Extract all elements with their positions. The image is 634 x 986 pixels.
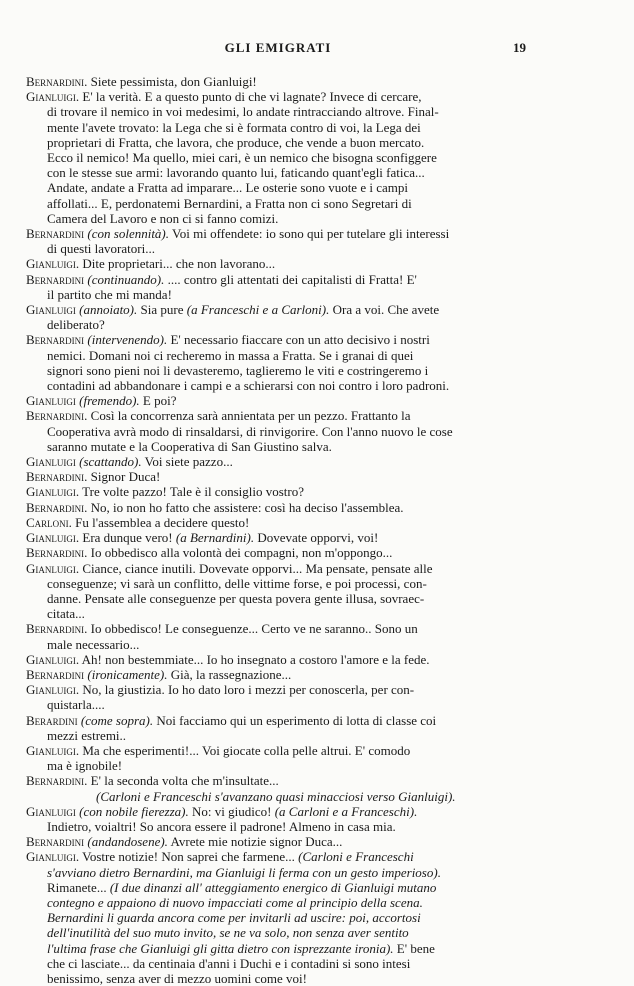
speech-text: Dovevate opporvi, voi!: [257, 530, 379, 546]
stage-direction-inline: (I due dinanzi all' atteggiamento energico di Gianluigi mutano: [109, 879, 437, 895]
speech-text: Così la concorrenza sarà annientata per un pezzo. Frattanto la: [90, 408, 411, 424]
speech-text: E poi?: [142, 393, 177, 409]
speech-continuation: citata...: [47, 606, 85, 622]
speech-line: [26, 530, 534, 545]
speaker-name: Gianluigi: [26, 454, 76, 470]
speech-line: [26, 773, 534, 788]
speech-line: [26, 408, 534, 454]
page-number: 19: [513, 40, 526, 55]
speech-line: [26, 332, 534, 393]
speaker-name: Bernardini: [26, 666, 85, 682]
speaker-name: Bernardini.: [26, 499, 88, 515]
speech-line: [26, 302, 534, 332]
speech-text: Ma che esperimenti!... Voi giocate colla pelle altrui. E' comodo: [82, 742, 411, 758]
speech-text: Ora a voi. Che avete: [332, 302, 440, 318]
speech-text: Ciance, ciance inutili. Dovevate opporvi... Ma pensate, pensate alle: [82, 560, 433, 576]
speech-text: Era dunque vero!: [82, 530, 173, 546]
stage-direction-inline: (scattando).: [79, 454, 142, 470]
speaker-name: Bernardini: [26, 332, 85, 348]
speech-continuation: [26, 971, 534, 986]
stage-direction-inline: (fremendo).: [79, 393, 140, 409]
speech-continuation: [26, 895, 534, 910]
speech-continuation: affollati... E, perdonatemi Bernardini, a Fratta non ci sono Segretari di: [47, 195, 412, 211]
speech-text: Vostre notizie! Non saprei che farmene...: [82, 849, 295, 865]
speech-text: Fu l'assemblea a decidere questo!: [75, 514, 250, 530]
speaker-name: Gianluigi.: [26, 651, 80, 667]
speech-continuation: [26, 925, 534, 940]
speech-text: Voi mi offendete: io sono qui per tutelare gli interessi: [172, 226, 450, 242]
speaker-name: Gianluigi.: [26, 89, 80, 105]
speech-text: Siete pessimista, don Gianluigi!: [90, 74, 257, 89]
speech-continuation: mezzi estremi..: [47, 727, 127, 743]
speech-text: E' necessario fiaccare con un atto decisivo i nostri: [170, 332, 430, 348]
speaker-name: Bernardini: [26, 271, 85, 287]
speaker-name: Gianluigi.: [26, 560, 80, 576]
speech-text: Dite proprietari... che non lavorano...: [82, 256, 276, 272]
speaker-name: Bernardini: [26, 834, 85, 850]
speaker-name: Bernardini.: [26, 469, 88, 485]
speech-continuation: saranno mutate e la Cooperativa di San Giustino salva.: [47, 438, 332, 454]
speech-line: [26, 652, 534, 667]
stage-direction-inline: (come sopra).: [80, 712, 154, 728]
speech-line: [26, 804, 534, 834]
speaker-name: Bernardini.: [26, 621, 88, 637]
speech-line: [26, 256, 534, 271]
speaker-name: Gianluigi.: [26, 849, 80, 865]
speech-continuation: nemici. Domani noi ci recheremo in massa a Fratta. Se i granai di quei: [47, 347, 414, 363]
speaker-name: Gianluigi.: [26, 682, 80, 698]
speech-text: E' la verità. E a questo punto di che vi lagnate? Invece di cercare,: [82, 89, 422, 105]
speech-continuation: il partito che mi manda!: [47, 286, 172, 302]
speech-text: benissimo, senza aver di mezzo uomini come voi!: [47, 970, 307, 986]
speech-line: [26, 834, 534, 849]
speech-line: [26, 621, 534, 651]
stage-direction-inline: (con nobile fierezza).: [79, 803, 189, 819]
speech-continuation: male necessario...: [47, 636, 140, 652]
speech-continuation: Camera del Lavoro e non ci si fanno comizi.: [47, 210, 279, 226]
speech-continuation: di trovare il nemico in voi medesimi, lo andate rintracciando altrove. Final-: [47, 104, 439, 120]
stage-direction-inline: (con solennità).: [87, 226, 170, 242]
stage-direction-inline: dell'inutilità del suo muto invito, se ne va solo, non senza aver sentito: [47, 925, 409, 941]
speech-line: [26, 74, 534, 89]
stage-direction-inline: (a Franceschi e a Carloni).: [186, 302, 330, 318]
speech-continuation: [26, 941, 534, 956]
speech-continuation: Andate, andate a Fratta ad imparare... Le osterie sono vuote e i campi: [47, 180, 408, 196]
speech-line: [26, 454, 534, 469]
speech-continuation: [26, 910, 534, 925]
speech-text: E' la seconda volta che m'insultate...: [90, 773, 279, 789]
speech-continuation: [26, 956, 534, 971]
speech-continuation: signori sono pieni noi li devasteremo, taglieremo le viti e costringeremo i: [47, 362, 429, 378]
speech-continuation: contadini ad abbandonare i campi e a schierarsi con noi contro i loro padroni.: [47, 378, 450, 394]
speaker-name: Gianluigi.: [26, 256, 80, 272]
speech-text: Sia pure: [140, 302, 184, 318]
speech-continuation: conseguenze; vi sarà un conflitto, delle vittime forse, e poi processi, con-: [47, 575, 427, 591]
stage-direction-inline: s'avviano dietro Bernardini, ma Gianluigi li ferma con un gesto imperioso).: [47, 864, 441, 880]
speech-line: [26, 272, 534, 302]
speech-line: [26, 484, 534, 499]
speaker-name: Berardini: [26, 712, 78, 728]
speech-continuation: danne. Pensate alle conseguenze per questa povera gente illusa, sovraec-: [47, 590, 425, 606]
running-title: GLI EMIGRATI: [224, 40, 332, 55]
stage-direction-inline: (Carloni e Franceschi: [298, 849, 414, 865]
speech-continuation: con le stesse sue armi: lavorando quanto lui, faticando quant'egli fatica...: [47, 165, 425, 181]
speech-continuation: Indietro, voialtri! So ancora essere il padrone! Almeno in casa mia.: [47, 818, 396, 834]
speech-text: Voi siete pazzo...: [144, 454, 233, 470]
speech-text: Rimanete...: [47, 879, 110, 895]
stage-direction-inline: (annoiato).: [79, 302, 138, 318]
speaker-name: Gianluigi.: [26, 530, 80, 546]
speaker-name: Bernardini.: [26, 773, 88, 789]
speech-text: No, io non ho fatto che assistere: così ha deciso l'assemblea.: [90, 499, 404, 515]
speech-continuation: Ecco il nemico! Ma quello, miei cari, è un nemico che bisogna sconfiggere: [47, 150, 437, 166]
speaker-name: Gianluigi: [26, 302, 76, 318]
speech-continuation: mente l'avete trovato: la Lega che si è formata contro di voi, la Lega dei: [47, 119, 421, 135]
stage-direction-inline: (andandosene).: [87, 834, 168, 850]
speech-text: Ah! non bestemmiate... Io ho insegnato a costoro l'amore e la fede.: [81, 651, 430, 667]
speech-continuation: proprietari di Fratta, che lavora, che produce, che vende a buon mercato.: [47, 134, 425, 150]
speech-text: Signor Duca!: [90, 469, 161, 485]
speech-text: No: vi giudico!: [192, 803, 272, 819]
speaker-name: Gianluigi.: [26, 742, 80, 758]
speech-line: [26, 682, 534, 712]
speech-continuation: ma è ignobile!: [47, 758, 123, 774]
speaker-name: Gianluigi: [26, 803, 76, 819]
stage-direction-inline: (a Carloni e a Franceschi).: [274, 803, 418, 819]
speech-continuation: [26, 880, 534, 895]
speech-line: [26, 469, 534, 484]
speech-line: [26, 561, 534, 622]
speech-line: [26, 743, 534, 773]
speech-text: Tre volte pazzo! Tale è il consiglio vostro?: [82, 484, 304, 500]
speech-text: No, la giustizia. Io ho dato loro i mezzi per conoscerla, per con-: [82, 682, 415, 698]
speech-continuation: quistarla....: [47, 697, 105, 713]
speech-line: [26, 500, 534, 515]
stage-direction-inline: (a Bernardini).: [175, 530, 255, 546]
speech-continuation: Cooperativa avrà modo di rinsaldarsi, di rinvigorire. Con l'anno nuovo le cose: [47, 423, 453, 439]
speaker-name: Bernardini.: [26, 408, 88, 424]
speech-continuation: [26, 865, 534, 880]
play-text: [26, 74, 534, 986]
speech-line: [26, 545, 534, 560]
speaker-name: Carloni.: [26, 514, 72, 530]
speech-text: che ci lasciate... da centinaia d'anni i Duchi e i contadini si sono intesi: [47, 955, 411, 971]
stage-direction: (Carloni e Franceschi s'avanzano quasi minacciosi verso Gianluigi).: [96, 788, 456, 804]
speech-line: [26, 393, 534, 408]
stage-direction-inline: (continuando).: [87, 271, 165, 287]
speech-line: [26, 713, 534, 743]
speaker-name: Bernardini.: [26, 545, 88, 561]
speech-line: [26, 849, 534, 986]
speech-line: [26, 667, 534, 682]
speech-line: [26, 226, 534, 256]
speech-text: Io obbedisco alla volontà dei compagni, non m'oppongo...: [90, 545, 393, 561]
speech-text: E' bene: [393, 940, 435, 956]
speech-text: Già, la rassegnazione...: [170, 666, 292, 682]
speech-continuation: deliberato?: [47, 317, 105, 333]
speaker-name: Bernardini: [26, 226, 85, 242]
page-header: [30, 40, 526, 58]
stage-direction-inline: (ironicamente).: [87, 666, 168, 682]
speech-text: Avrete mie notizie signor Duca...: [170, 834, 343, 850]
speaker-name: Gianluigi: [26, 393, 76, 409]
speech-text: Io obbedisco! Le conseguenze... Certo ve ne saranno.. Sono un: [90, 621, 418, 637]
speech-line: [26, 89, 534, 226]
stage-direction-inline: contegno e appaiono di nuovo impacciati come al principio della scena.: [47, 894, 423, 910]
stage-direction-inline: (intervenendo).: [87, 332, 168, 348]
speaker-name: Gianluigi.: [26, 484, 80, 500]
speaker-name: Bernardini.: [26, 74, 88, 89]
stage-direction-inline: l'ultima frase che Gianluigi gli gitta dietro con isprezzante ironia).: [47, 940, 394, 956]
speech-line: [26, 515, 534, 530]
speech-text: Noi facciamo qui un esperimento di lotta di classe coi: [156, 712, 437, 728]
speech-continuation: di questi lavoratori...: [47, 241, 155, 257]
stage-direction-inline: Bernardini li guarda ancora come per invitarli ad uscire: poi, accortosi: [47, 910, 421, 926]
speech-text: .... contro gli attentati dei capitalisti di Fratta! E': [167, 271, 417, 287]
